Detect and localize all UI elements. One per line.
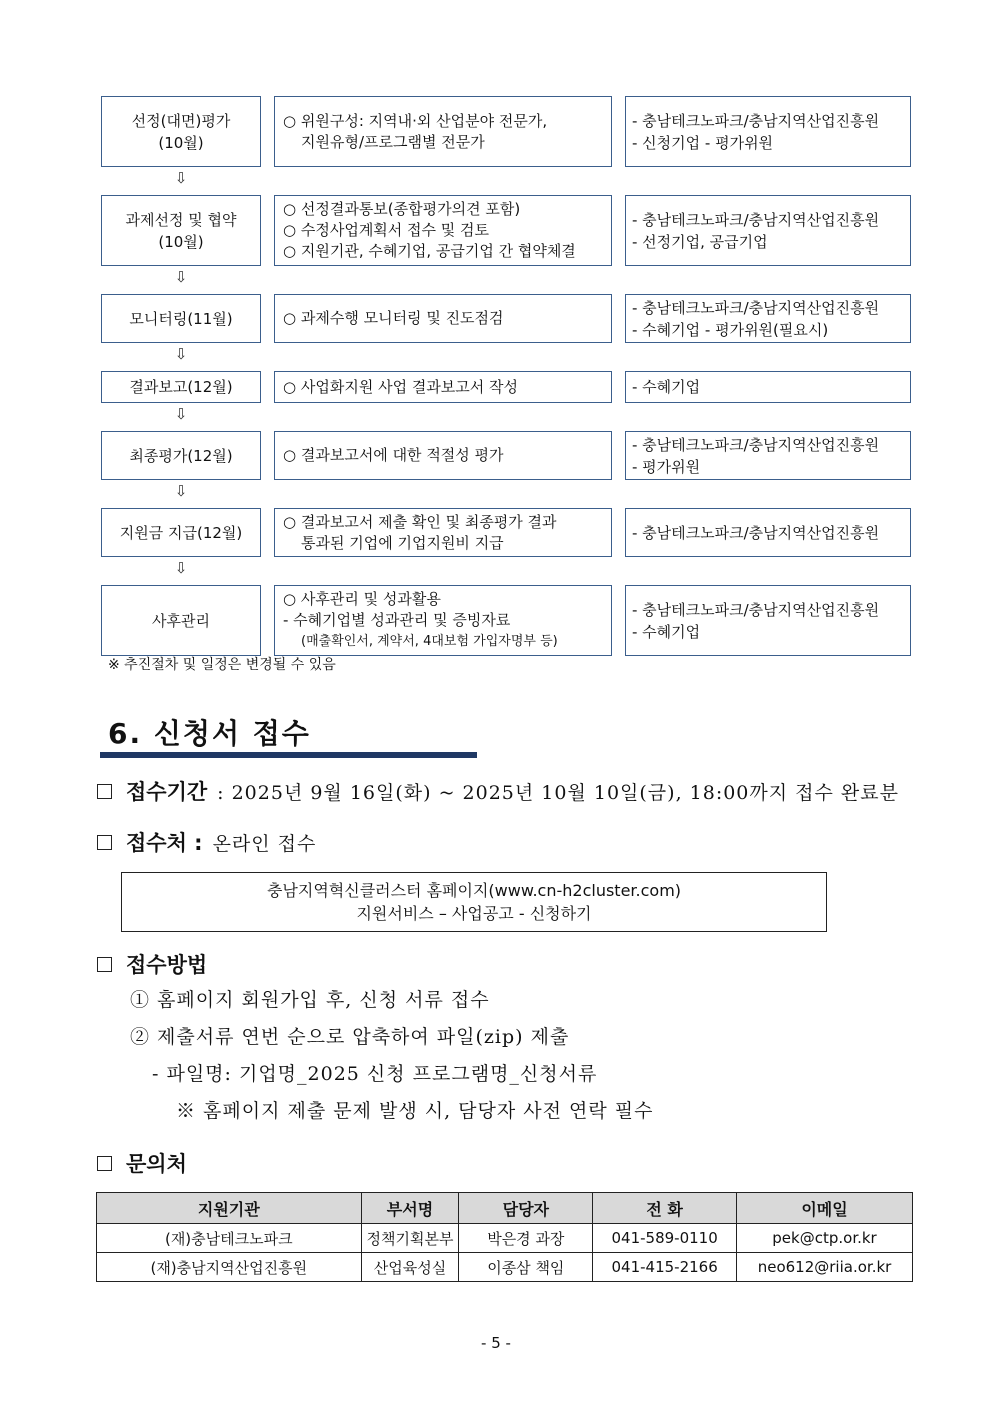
participant-line: - 수혜기업 - 평가위원(필요시) (632, 320, 829, 339)
participant-line: - 충남테크노파크/충남지역산업진흥원 (632, 111, 880, 130)
description-line: ○ 위원구성: 지역내·외 산업분야 전문가, (283, 111, 548, 130)
method-label: 접수방법 (126, 953, 208, 977)
description-line: 지원유형/프로그램별 전문가 (301, 132, 485, 151)
flow-participants-box (625, 294, 911, 343)
description-line: ○ 사업화지원 사업 결과보고서 작성 (283, 377, 519, 396)
cell-dept: 산업육성실 (361, 1253, 459, 1282)
checkbox-icon (97, 835, 112, 850)
stage-label: 모니터링(11월) (129, 309, 233, 328)
flow-participants-box (625, 508, 911, 557)
stage-label: (10월) (158, 133, 204, 152)
homepage-path: 지원서비스 – 사업공고 - 신청하기 (356, 904, 592, 923)
section-underline (100, 752, 477, 758)
description-line: ○ 수정사업계획서 접수 및 검토 (283, 221, 490, 239)
down-arrow-icon: ⇩ (174, 345, 188, 363)
flow-description-box (274, 508, 612, 557)
description-line: (매출확인서, 계약서, 4대보험 가입자명부 등) (301, 634, 558, 649)
flow-stage-box (101, 371, 261, 403)
participant-line: - 충남테크노파크/충남지역산업진흥원 (632, 523, 880, 542)
participant-line: - 수혜기업 (632, 378, 701, 396)
participant-line: - 충남테크노파크/충남지역산업진흥원 (632, 600, 880, 619)
participant-line: - 충남테크노파크/충남지역산업진흥원 (632, 298, 880, 317)
flow-stage-box (101, 431, 261, 480)
stage-label: 과제선정 및 협약 (125, 210, 237, 229)
cell-person: 이종삼 책임 (459, 1253, 593, 1282)
period-value: : 2025년 9월 16일(화) ~ 2025년 10월 10일(금), 18:00까지 접수 완료분 (217, 781, 899, 804)
description-line: ○ 결과보고서 제출 확인 및 최종평가 결과 (283, 512, 557, 531)
period-label: 접수기간 (126, 780, 208, 804)
cell-org: (재)충남지역산업진흥원 (97, 1253, 362, 1282)
flow-description-box (274, 195, 612, 266)
description-line: ○ 결과보고서에 대한 적절성 평가 (283, 446, 504, 464)
flow-participants-box (625, 195, 911, 266)
page-number: - 5 - (481, 1334, 511, 1352)
participant-line: - 평가위원 (632, 457, 701, 476)
down-arrow-icon: ⇩ (174, 169, 188, 187)
flow-participants-box (625, 585, 911, 656)
flow-stage-box (101, 585, 261, 656)
flow-stage-box (101, 294, 261, 343)
participant-line: - 선정기업, 공급기업 (632, 232, 768, 251)
cell-phone: 041-415-2166 (593, 1253, 737, 1282)
contact-label: 문의처 (126, 1152, 187, 1176)
flow-stage-box (101, 508, 261, 557)
cell-dept: 정책기획본부 (361, 1224, 459, 1253)
down-arrow-icon: ⇩ (174, 405, 188, 423)
header-phone: 전 화 (593, 1193, 737, 1224)
cell-org: (재)충남테크노파크 (97, 1224, 362, 1253)
header-org: 지원기관 (97, 1193, 362, 1224)
homepage-box (121, 872, 827, 932)
stage-label: 결과보고(12월) (129, 378, 233, 396)
description-line: 통과된 기업에 기업지원비 지급 (301, 533, 504, 552)
description-line: ○ 사후관리 및 성과활용 (283, 590, 441, 608)
description-line: ○ 과제수행 모니터링 및 진도점검 (283, 309, 504, 327)
checkbox-icon (97, 1156, 112, 1171)
down-arrow-icon: ⇩ (174, 268, 188, 286)
stage-label: 사후관리 (152, 611, 210, 630)
down-arrow-icon: ⇩ (174, 559, 188, 577)
flow-stage-box (101, 195, 261, 266)
flow-participants-box (625, 431, 911, 480)
flow-description-box (274, 585, 612, 656)
contact-table (96, 1192, 913, 1282)
cell-email: neo612@riia.or.kr (737, 1253, 913, 1282)
place-label: 접수처 : (126, 831, 203, 855)
participant-line: - 수혜기업 (632, 622, 701, 641)
method-step: ※ 홈페이지 제출 문제 발생 시, 담당자 사전 연락 필수 (176, 1100, 654, 1122)
description-line: - 수혜기업별 성과관리 및 증빙자료 (283, 611, 511, 629)
header-dept: 부서명 (361, 1193, 459, 1224)
flow-description-box (274, 431, 612, 480)
stage-label: 지원금 지급(12월) (119, 523, 243, 542)
flow-participants-box (625, 96, 911, 167)
place-value: 온라인 접수 (212, 832, 317, 855)
stage-label: 최종평가(12월) (129, 446, 233, 465)
stage-label: (10월) (158, 232, 204, 251)
cell-email: pek@ctp.or.kr (737, 1224, 913, 1253)
flow-description-box (274, 294, 612, 343)
header-email: 이메일 (737, 1193, 913, 1224)
cell-person: 박은경 과장 (459, 1224, 593, 1253)
stage-label: 선정(대면)평가 (131, 111, 231, 130)
participant-line: - 충남테크노파크/충남지역산업진흥원 (632, 210, 880, 229)
method-step: ① 홈페이지 회원가입 후, 신청 서류 접수 (130, 989, 490, 1011)
period-item (97, 776, 899, 806)
section-title: 6. 신청서 접수 (108, 717, 311, 750)
homepage-line: 충남지역혁신클러스터 홈페이지(www.cn-h2cluster.com) (266, 881, 682, 900)
method-step: ② 제출서류 연번 순으로 압축하여 파일(zip) 제출 (130, 1026, 570, 1048)
checkbox-icon (97, 784, 112, 799)
method-item (97, 949, 207, 979)
table-row (97, 1253, 913, 1282)
flow-description-box (274, 371, 612, 403)
participant-line: - 충남테크노파크/충남지역산업진흥원 (632, 435, 880, 454)
table-header-row (97, 1193, 913, 1224)
place-item (97, 827, 316, 857)
flow-description-box (274, 96, 612, 167)
method-step: - 파일명: 기업명_2025 신청 프로그램명_신청서류 (152, 1063, 598, 1085)
contact-item (97, 1148, 187, 1178)
down-arrow-icon: ⇩ (174, 482, 188, 500)
schedule-note: ※ 추진절차 및 일정은 변경될 수 있음 (108, 657, 336, 673)
cell-phone: 041-589-0110 (593, 1224, 737, 1253)
flow-participants-box (625, 371, 911, 403)
flow-stage-box (101, 96, 261, 167)
table-row (97, 1224, 913, 1253)
header-person: 담당자 (459, 1193, 593, 1224)
participant-line: - 신청기업 - 평가위원 (632, 133, 774, 152)
description-line: ○ 지원기관, 수혜기업, 공급기업 간 협약체결 (283, 242, 576, 260)
checkbox-icon (97, 957, 112, 972)
description-line: ○ 선정결과통보(종합평가의견 포함) (283, 200, 521, 218)
